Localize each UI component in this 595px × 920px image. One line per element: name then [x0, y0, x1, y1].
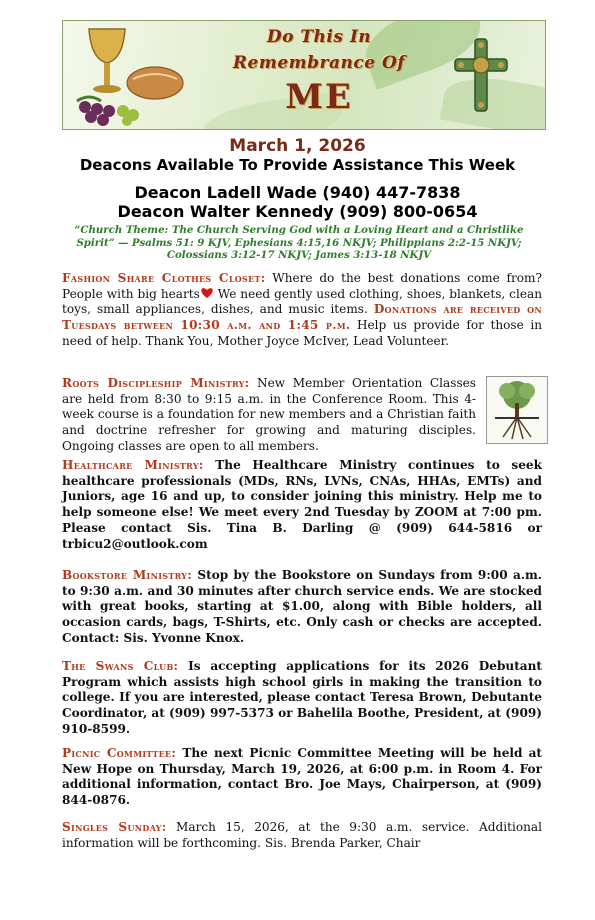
cross-icon — [449, 35, 513, 115]
healthcare-ministry-section — [62, 458, 542, 552]
fashion-share-section — [62, 271, 542, 350]
swans-club-section — [62, 659, 542, 738]
section-text: New Member Orientation Classes are held from 8:30 to 9:15 a.m. in the Conference Room. This 4-week course is a foundation for new members and a Christian faith and doctrine refresher for growing and maturing disciples. Ongoing classes are open to all members. — [62, 376, 477, 453]
banner-line-1: Do This In — [266, 27, 372, 47]
section-text: Help us provide for those in need of help. Thank You, Mother Joyce McIver, Lead Volunteer. — [62, 318, 542, 348]
section-heading: Roots Discipleship Ministry: — [62, 376, 250, 390]
section-heading: Bookstore Ministry: — [62, 568, 193, 582]
section-heading: Donations are received on Tuesdays between 10:30 a.m. and 1:45 p.m. — [62, 302, 542, 333]
roots-discipleship-section — [62, 376, 476, 455]
section-text: Is accepting applications for its 2026 Debutant Program which assists high school girls in making the transition to college. If you are interested, please contact Teresa Brown, Debutante Coordinator, at (909) 997-5373 or Bahelila Boothe, President, at (909) 910-8599. — [62, 659, 542, 736]
section-text: Where do the best donations come from? People with big hearts — [62, 271, 542, 301]
chalice-bread-grapes-icon — [67, 23, 187, 127]
banner-line-2: Remembrance Of — [232, 53, 406, 73]
section-heading: Fashion Share Clothes Closet: — [62, 271, 266, 285]
section-text: March 15, 2026, at the 9:30 a.m. service. Additional information will be forthcoming. Sis. Brenda Parker, Chair — [62, 820, 542, 850]
tree-roots-icon — [486, 376, 548, 444]
section-text: We need gently used clothing, shoes, blankets, clean toys, small appliances, dishes, and music items. — [62, 286, 542, 317]
section-text: The next Picnic Committee Meeting will be held at New Hope on Thursday, March 19, 2026, at 6:00 p.m. in Room 4. For additional information, contact Bro. Joe Mays, Chairperson, at (909) 844-0876. — [62, 746, 543, 808]
deacon-line: Deacon Ladell Wade (940) 447-7838 — [134, 183, 461, 202]
bulletin-date: March 1, 2026 — [229, 136, 366, 156]
section-heading: The Swans Club: — [62, 659, 179, 673]
deacons-heading: Deacons Available To Provide Assistance This Week — [79, 156, 516, 174]
section-text: The Healthcare Ministry continues to seek healthcare professionals (MDs, RNs, LVNs, CNAs, HHAs, EMTs) and Juniors, age 16 and up, to consider joining this ministry. Help me to help someone else! We meet every 2nd Tuesday by ZOOM at 7:00 pm. Please contact Sis. Tina B. Darling @ (909) 644-5816 or trbicu2@outlook.com — [62, 458, 542, 551]
section-heading: Healthcare Ministry: — [62, 458, 204, 472]
banner-line-3: ME — [285, 77, 353, 117]
heart-icon — [200, 287, 214, 299]
section-heading: Singles Sunday: — [62, 820, 167, 834]
church-theme: “Church Theme: The Church Serving God with a Loving Heart and a Christlike Spirit” — Psalms 51: 9 KJV, Ephesians 4:15,16 NKJV; Philippians 2:2-15 NKJV; Colossians 3:12-17 NKJV; James 3:13-18 NKJV — [74, 224, 524, 261]
deacon-line: Deacon Walter Kennedy (909) 800-0654 — [117, 202, 478, 221]
header-banner — [62, 20, 546, 130]
singles-sunday-section — [62, 820, 542, 851]
picnic-committee-section — [62, 746, 542, 809]
bookstore-ministry-section — [62, 568, 542, 647]
section-heading: Picnic Committee: — [62, 746, 177, 760]
section-text: Stop by the Bookstore on Sundays from 9:00 a.m. to 9:30 a.m. and 30 minutes after church service ends. We are stocked with great books, starting at $1.00, along with Bible holders, all occasion cards, bags, T-Shirts, etc. Only cash or checks are accepted. Contact: Sis. Yvonne Knox. — [62, 568, 542, 645]
